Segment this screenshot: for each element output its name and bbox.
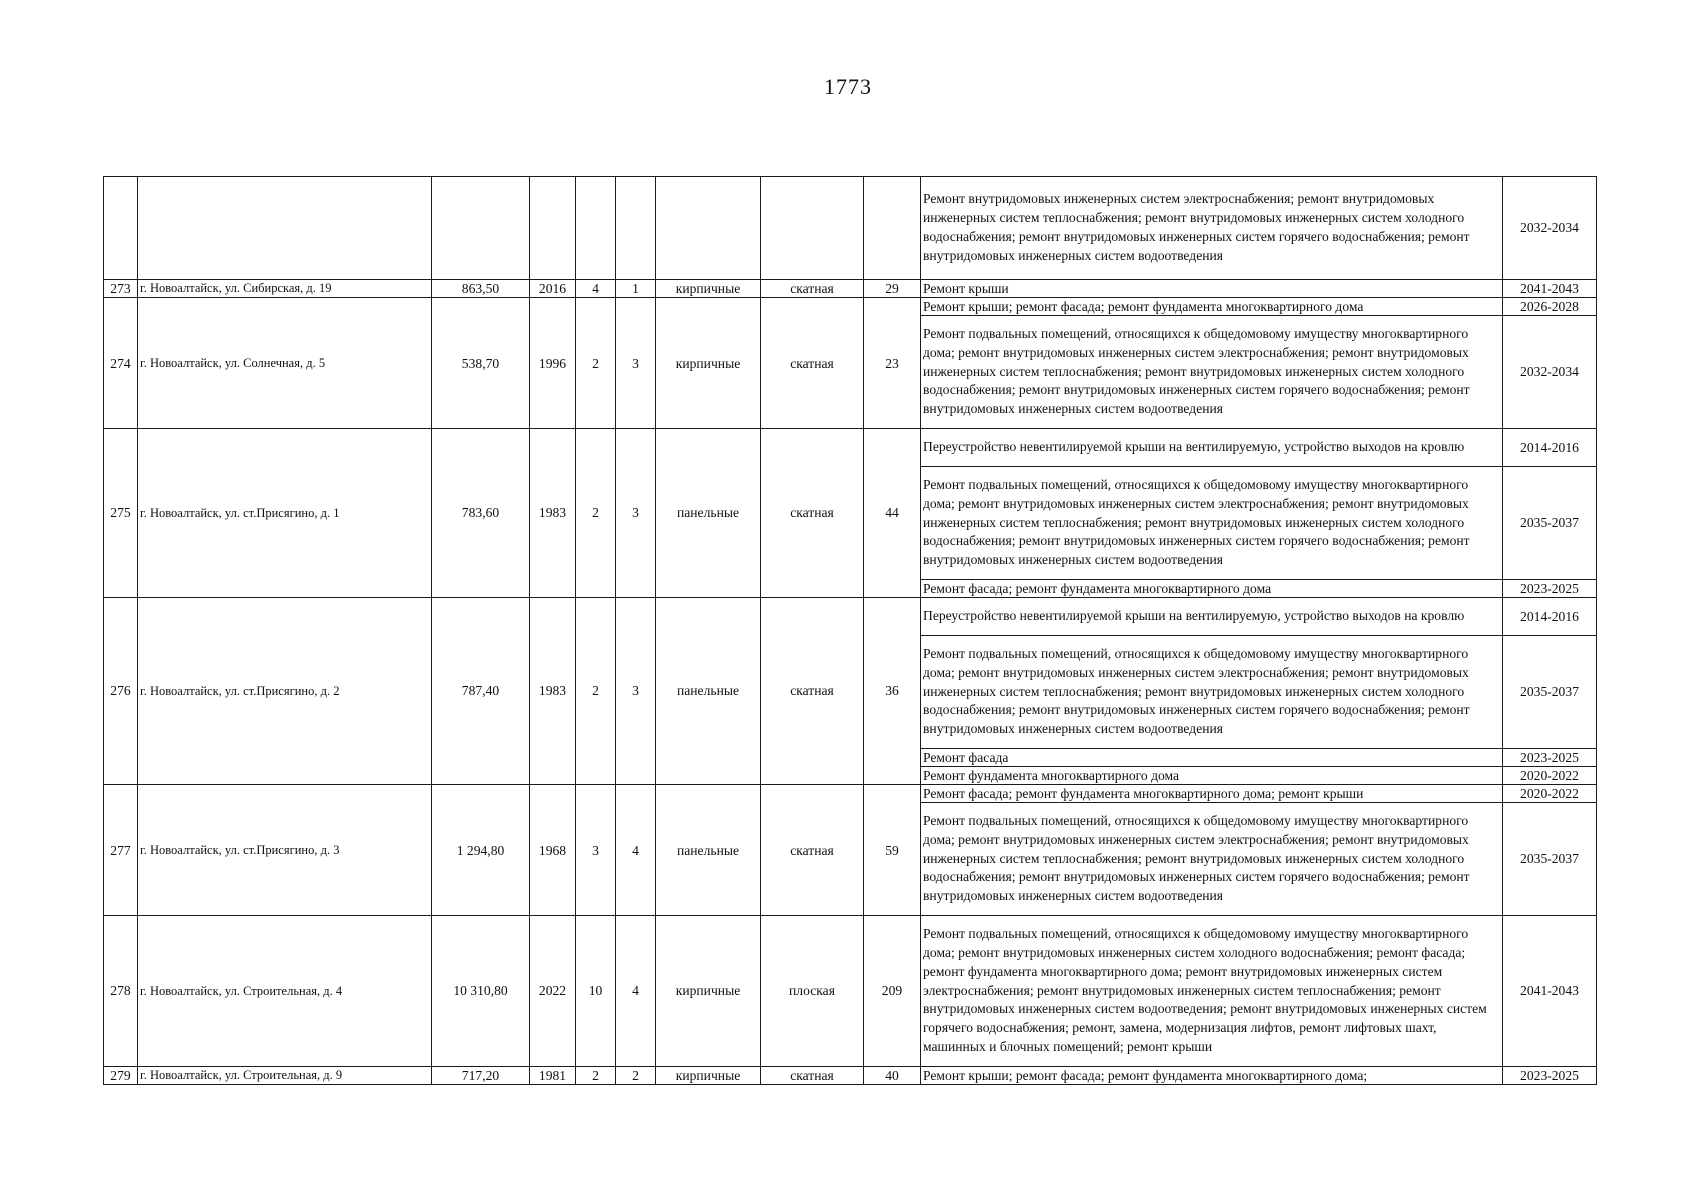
entrances: 2 (616, 1067, 656, 1085)
walls-cell (656, 177, 761, 280)
wall-material: панельные (656, 429, 761, 598)
table-row (104, 298, 1597, 316)
table-row (104, 916, 1597, 1067)
year-built: 2022 (530, 916, 576, 1067)
entrances: 3 (616, 429, 656, 598)
roof-type: плоская (761, 916, 864, 1067)
address: г. Новоалтайск, ул. ст.Присягино, д. 2 (138, 598, 432, 785)
work-description: Ремонт фасада; ремонт фундамента многоквартирного дома; ремонт крыши (921, 785, 1503, 803)
year-built: 1968 (530, 785, 576, 916)
roof-type: скатная (761, 298, 864, 429)
residents: 40 (864, 1067, 921, 1085)
floors: 2 (576, 298, 616, 429)
work-description: Ремонт крыши; ремонт фасада; ремонт фундамента многоквартирного дома; (921, 1067, 1503, 1085)
work-period: 2035-2037 (1503, 636, 1597, 749)
work-description: Ремонт внутридомовых инженерных систем электроснабжения; ремонт внутридомовых инженерных систем теплоснабжения; ремонт внутридомовых инженерных систем холодного водоснабжения; ремонт внутридомовых инженерных систем горячего водоснабжения; ремонт внутридомовых инженерных систем водоотведения (921, 177, 1503, 280)
table-row (104, 429, 1597, 467)
row-number: 276 (104, 598, 138, 785)
area: 538,70 (432, 298, 530, 429)
entrances: 1 (616, 280, 656, 298)
work-description: Ремонт фасада (921, 749, 1503, 767)
work-period: 2023-2025 (1503, 749, 1597, 767)
work-description: Ремонт крыши (921, 280, 1503, 298)
floors: 2 (576, 429, 616, 598)
table-row (104, 1067, 1597, 1085)
roof-type: скатная (761, 598, 864, 785)
year-cell (530, 177, 576, 280)
row-number: 275 (104, 429, 138, 598)
address: г. Новоалтайск, ул. ст.Присягино, д. 3 (138, 785, 432, 916)
residents: 29 (864, 280, 921, 298)
work-period: 2020-2022 (1503, 767, 1597, 785)
entrances: 3 (616, 598, 656, 785)
floors: 10 (576, 916, 616, 1067)
work-period: 2041-2043 (1503, 280, 1597, 298)
entrances: 3 (616, 298, 656, 429)
area: 717,20 (432, 1067, 530, 1085)
work-period: 2014-2016 (1503, 598, 1597, 636)
wall-material: кирпичные (656, 280, 761, 298)
row-number: 273 (104, 280, 138, 298)
wall-material: панельные (656, 598, 761, 785)
wall-material: панельные (656, 785, 761, 916)
work-period: 2023-2025 (1503, 580, 1597, 598)
wall-material: кирпичные (656, 1067, 761, 1085)
row-number: 279 (104, 1067, 138, 1085)
area: 787,40 (432, 598, 530, 785)
roof-type: скатная (761, 280, 864, 298)
work-description: Переустройство невентилируемой крыши на вентилируемую, устройство выходов на кровлю (921, 429, 1503, 467)
residents: 59 (864, 785, 921, 916)
year-built: 1996 (530, 298, 576, 429)
residents: 23 (864, 298, 921, 429)
work-description: Ремонт фасада; ремонт фундамента многоквартирного дома (921, 580, 1503, 598)
roof-type: скатная (761, 1067, 864, 1085)
work-description: Ремонт подвальных помещений, относящихся к общедомовому имуществу многоквартирного дома; ремонт внутридомовых инженерных систем электроснабжения; ремонт внутридомовых инженерных систем теплоснабжения; ремонт внутридомовых инженерных систем холодного водоснабжения; ремонт внутридомовых инженерных систем горячего водоснабжения; ремонт внутридомовых инженерных систем водоотведения (921, 467, 1503, 580)
area: 1 294,80 (432, 785, 530, 916)
area-cell (432, 177, 530, 280)
work-description: Ремонт подвальных помещений, относящихся к общедомовому имуществу многоквартирного дома; ремонт внутридомовых инженерных систем электроснабжения; ремонт внутридомовых инженерных систем теплоснабжения; ремонт внутридомовых инженерных систем холодного водоснабжения; ремонт внутридомовых инженерных систем горячего водоснабжения; ремонт внутридомовых инженерных систем водоотведения (921, 636, 1503, 749)
work-description: Ремонт крыши; ремонт фасада; ремонт фундамента многоквартирного дома (921, 298, 1503, 316)
row-number-cell (104, 177, 138, 280)
entrances: 4 (616, 785, 656, 916)
floors: 2 (576, 1067, 616, 1085)
roof-type: скатная (761, 429, 864, 598)
work-description: Ремонт фундамента многоквартирного дома (921, 767, 1503, 785)
wall-material: кирпичные (656, 298, 761, 429)
table-row (104, 177, 1597, 280)
work-description: Ремонт подвальных помещений, относящихся к общедомовому имуществу многоквартирного дома; ремонт внутридомовых инженерных систем электроснабжения; ремонт внутридомовых инженерных систем теплоснабжения; ремонт внутридомовых инженерных систем холодного водоснабжения; ремонт внутридомовых инженерных систем горячего водоснабжения; ремонт внутридомовых инженерных систем водоотведения (921, 803, 1503, 916)
entrances-cell (616, 177, 656, 280)
work-period: 2035-2037 (1503, 467, 1597, 580)
address: г. Новоалтайск, ул. Строительная, д. 4 (138, 916, 432, 1067)
floors-cell (576, 177, 616, 280)
wall-material: кирпичные (656, 916, 761, 1067)
work-period: 2032-2034 (1503, 177, 1597, 280)
residents-cell (864, 177, 921, 280)
floors: 4 (576, 280, 616, 298)
year-built: 1983 (530, 429, 576, 598)
address: г. Новоалтайск, ул. Сибирская, д. 19 (138, 280, 432, 298)
work-description: Переустройство невентилируемой крыши на вентилируемую, устройство выходов на кровлю (921, 598, 1503, 636)
work-period: 2026-2028 (1503, 298, 1597, 316)
roof-type: скатная (761, 785, 864, 916)
work-description: Ремонт подвальных помещений, относящихся к общедомовому имуществу многоквартирного дома; ремонт внутридомовых инженерных систем электроснабжения; ремонт внутридомовых инженерных систем теплоснабжения; ремонт внутридомовых инженерных систем холодного водоснабжения; ремонт внутридомовых инженерных систем горячего водоснабжения; ремонт внутридомовых инженерных систем водоотведения (921, 316, 1503, 429)
table-row (104, 785, 1597, 803)
address: г. Новоалтайск, ул. Солнечная, д. 5 (138, 298, 432, 429)
entrances: 4 (616, 916, 656, 1067)
floors: 2 (576, 598, 616, 785)
table-row (104, 280, 1597, 298)
year-built: 1981 (530, 1067, 576, 1085)
work-period: 2014-2016 (1503, 429, 1597, 467)
work-period: 2032-2034 (1503, 316, 1597, 429)
work-period: 2041-2043 (1503, 916, 1597, 1067)
capital-repair-table (103, 176, 1597, 1085)
residents: 36 (864, 598, 921, 785)
year-built: 2016 (530, 280, 576, 298)
address: г. Новоалтайск, ул. ст.Присягино, д. 1 (138, 429, 432, 598)
work-description: Ремонт подвальных помещений, относящихся к общедомовому имуществу многоквартирного дома; ремонт внутридомовых инженерных систем холодного водоснабжения; ремонт фасада; ремонт фундамента многоквартирного дома; ремонт внутридомовых инженерных систем электроснабжения; ремонт внутридомовых инженерных систем теплоснабжения; ремонт внутридомовых инженерных систем водоотведения; ремонт внутридомовых инженерных систем горячего водоснабжения; ремонт, замена, модернизация лифтов, ремонт лифтовых шахт, машинных и блочных помещений; ремонт крыши (921, 916, 1503, 1067)
residents: 209 (864, 916, 921, 1067)
work-period: 2023-2025 (1503, 1067, 1597, 1085)
roof-cell (761, 177, 864, 280)
table-row (104, 598, 1597, 636)
page-number: 1773 (824, 74, 872, 99)
work-period: 2035-2037 (1503, 803, 1597, 916)
address-cell (138, 177, 432, 280)
row-number: 277 (104, 785, 138, 916)
row-number: 274 (104, 298, 138, 429)
work-period: 2020-2022 (1503, 785, 1597, 803)
year-built: 1983 (530, 598, 576, 785)
row-number: 278 (104, 916, 138, 1067)
floors: 3 (576, 785, 616, 916)
area: 10 310,80 (432, 916, 530, 1067)
area: 783,60 (432, 429, 530, 598)
address: г. Новоалтайск, ул. Строительная, д. 9 (138, 1067, 432, 1085)
residents: 44 (864, 429, 921, 598)
area: 863,50 (432, 280, 530, 298)
